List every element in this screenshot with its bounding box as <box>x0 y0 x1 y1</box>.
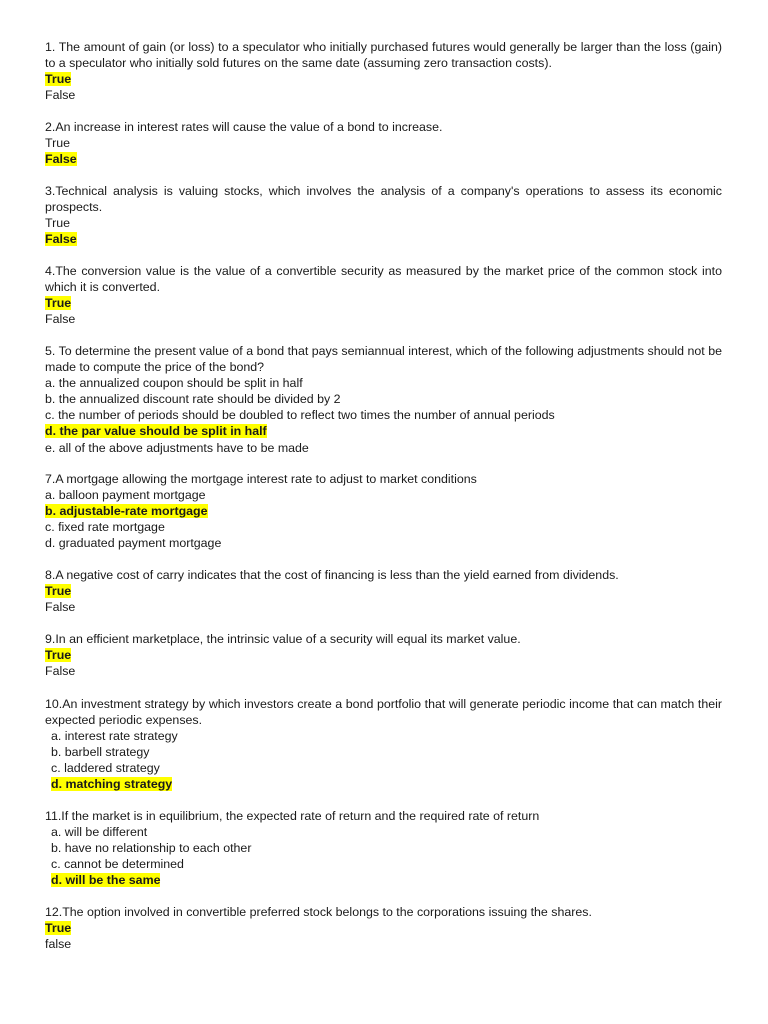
question-text: 4.The conversion value is the value of a convertible security as measured by the market price of the common stock into which it is converted. <box>45 264 722 295</box>
correct-answer: b. adjustable-rate mortgage <box>45 504 208 519</box>
question-text: 11.If the market is in equilibrium, the expected rate of return and the required rate of return <box>45 809 540 823</box>
correct-answer: False <box>45 232 77 247</box>
correct-answer: True <box>45 296 72 311</box>
answer-option: c. laddered strategy <box>51 761 160 776</box>
answer-option: e. all of the above adjustments have to be made <box>45 440 309 455</box>
question-text: 12.The option involved in convertible preferred stock belongs to the corporations issuing the shares. <box>45 905 592 919</box>
answer-option: a. interest rate strategy <box>51 729 178 744</box>
question-3 <box>45 183 722 247</box>
question-4 <box>45 263 722 327</box>
answer-option: c. fixed rate mortgage <box>45 520 165 535</box>
question-2 <box>45 119 722 167</box>
answer-option: c. cannot be determined <box>51 857 184 872</box>
answer-option: a. balloon payment mortgage <box>45 488 206 503</box>
correct-answer: True <box>45 921 72 936</box>
answer-option: a. will be different <box>51 825 148 840</box>
answer-option: d. graduated payment mortgage <box>45 536 222 551</box>
question-7 <box>45 471 722 551</box>
correct-answer: d. will be the same <box>51 873 161 888</box>
answer-option: b. barbell strategy <box>51 745 150 760</box>
answer-option: c. the number of periods should be doubled to reflect two times the number of annual periods <box>45 408 555 423</box>
question-text: 2.An increase in interest rates will cause the value of a bond to increase. <box>45 120 443 134</box>
answer-option: b. have no relationship to each other <box>51 841 252 856</box>
question-text: 10.An investment strategy by which investors create a bond portfolio that will generate periodic income that can match their expected periodic expenses. <box>45 697 722 728</box>
answer-option: False <box>45 312 76 327</box>
question-text: 7.A mortgage allowing the mortgage interest rate to adjust to market conditions <box>45 472 477 486</box>
question-text: 1. The amount of gain (or loss) to a speculator who initially purchased futures would generally be larger than the loss (gain) to a speculator who initially sold futures on the same date (assuming zero transaction costs). <box>45 40 722 71</box>
answer-option: b. the annualized discount rate should be divided by 2 <box>45 392 341 407</box>
answer-option: false <box>45 937 72 952</box>
question-1 <box>45 39 722 103</box>
correct-answer: d. matching strategy <box>51 777 173 792</box>
question-11 <box>45 808 722 888</box>
correct-answer: d. the par value should be split in half <box>45 424 267 439</box>
answer-option: a. the annualized coupon should be split in half <box>45 376 303 391</box>
correct-answer: True <box>45 648 72 663</box>
question-12 <box>45 904 722 952</box>
correct-answer: True <box>45 72 72 87</box>
question-text: 3.Technical analysis is valuing stocks, which involves the analysis of a company's operations to assess its economic prospects. <box>45 184 722 215</box>
question-text: 9.In an efficient marketplace, the intrinsic value of a security will equal its market value. <box>45 632 521 646</box>
correct-answer: False <box>45 152 77 167</box>
answer-option: False <box>45 664 76 679</box>
question-text: 8.A negative cost of carry indicates that the cost of financing is less than the yield earned from dividends. <box>45 568 619 582</box>
answer-option: False <box>45 88 76 103</box>
correct-answer: True <box>45 584 72 599</box>
question-10 <box>45 696 722 793</box>
question-text: 5. To determine the present value of a bond that pays semiannual interest, which of the following adjustments should not be made to compute the price of the bond? <box>45 344 722 375</box>
answer-option: False <box>45 600 76 615</box>
question-8 <box>45 567 722 615</box>
question-9 <box>45 631 722 679</box>
question-5 <box>45 343 722 456</box>
answer-option: True <box>45 136 71 151</box>
answer-option: True <box>45 216 71 231</box>
